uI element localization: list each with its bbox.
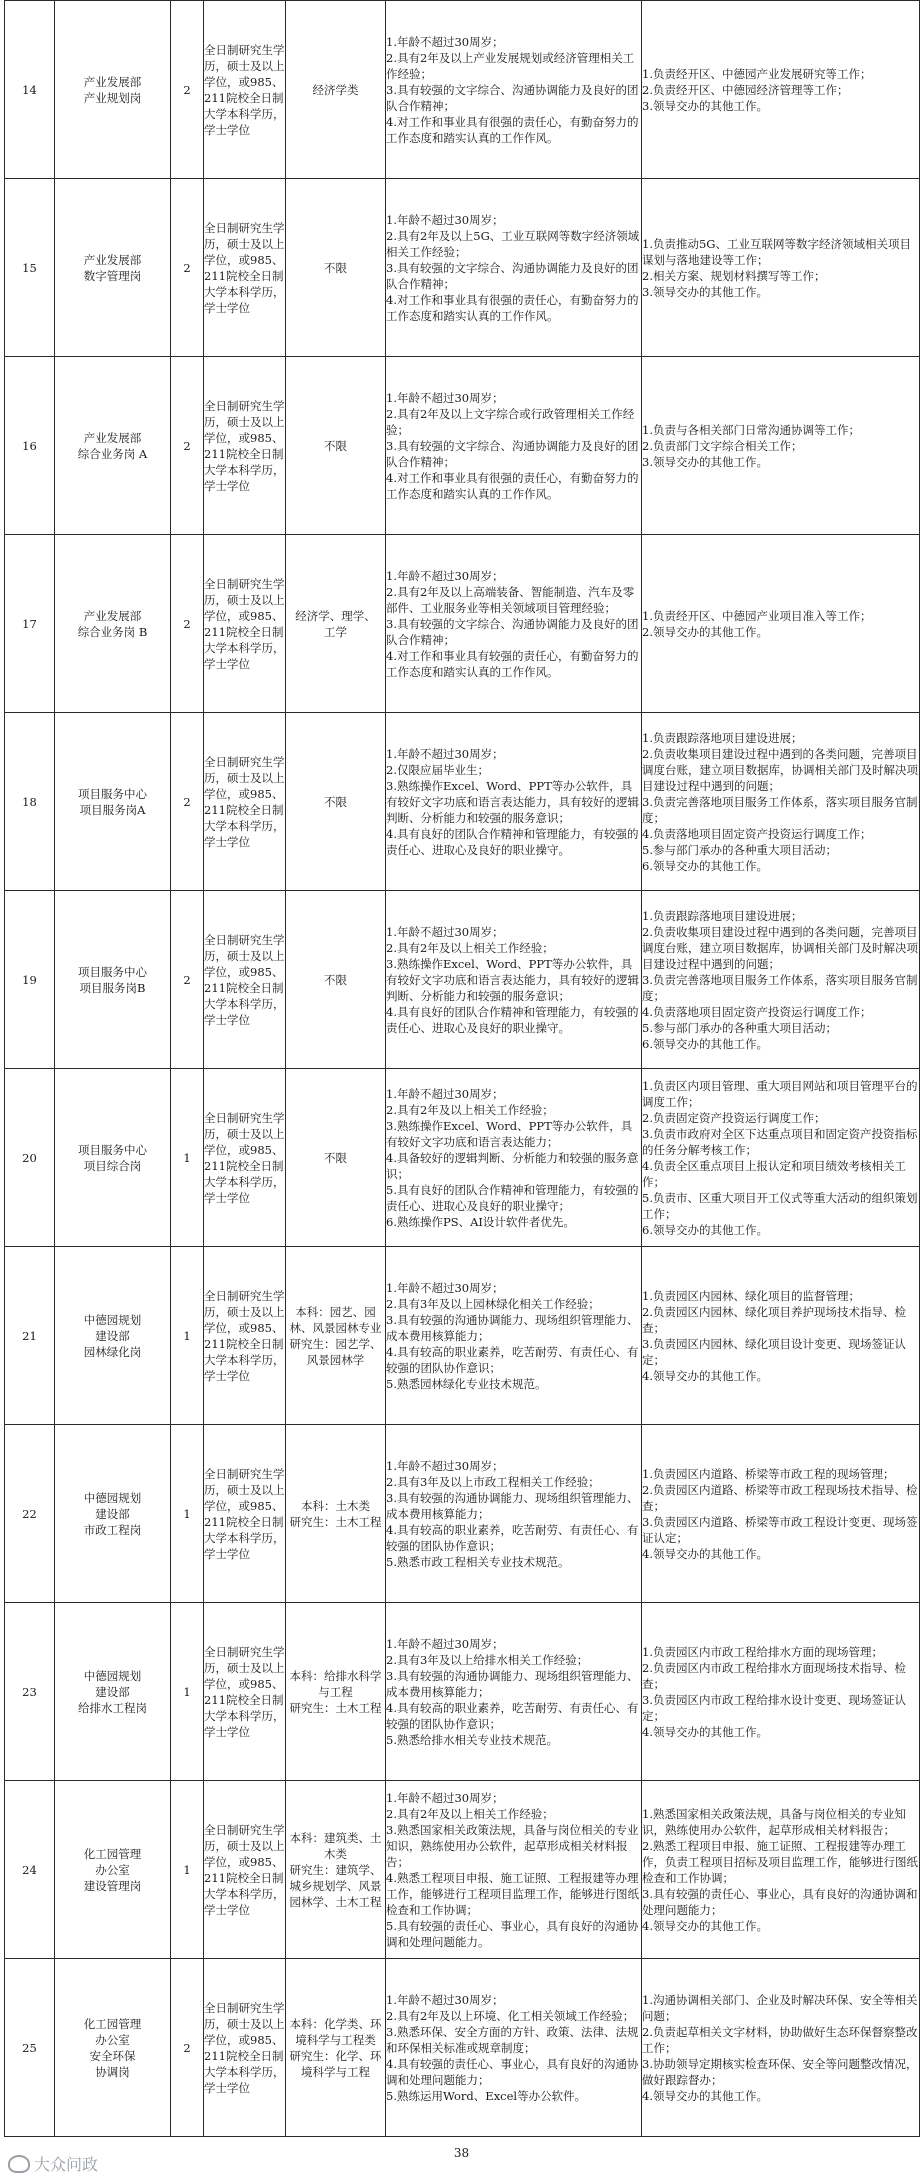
duty-item: 4.负责落地项目固定资产投资运行调度工作；: [642, 826, 872, 841]
duty-item: 4.领导交办的其他工作。: [642, 1546, 768, 1561]
education-text: 全日制研究生学历，硕士及以上学位，或985、211院校全日制大学本科学历，学士学位: [204, 2000, 285, 2095]
requirement-item: 1.年龄不超过30周岁；: [386, 34, 504, 49]
major-line: 不限: [324, 1150, 347, 1165]
table-row: [5, 713, 920, 891]
duty-item: 4.领导交办的其他工作。: [642, 2088, 768, 2103]
row-number-cell: 16: [5, 357, 55, 535]
job-table: [4, 0, 920, 2137]
duty-item: 1.负责跟踪落地项目建设进展；: [642, 908, 803, 923]
duty-item: 4.负责全区重点项目上报认定和项目绩效考核相关工作；: [642, 1158, 906, 1189]
requirement-item: 5.熟练运用Word、Excel等办公软件。: [386, 2088, 587, 2103]
row-number-cell: 21: [5, 1247, 55, 1425]
duty-item: 6.领导交办的其他工作。: [642, 1222, 768, 1237]
education-cell: [204, 1425, 286, 1603]
requirement-item: 3.具有较强的沟通协调能力、现场组织管理能力、成本费用核算能力；: [386, 1668, 639, 1699]
education-cell: [204, 1069, 286, 1247]
duties-cell: [642, 713, 920, 891]
education-cell: [204, 535, 286, 713]
duty-item: 3.负责完善落地项目服务工作体系，落实项目服务官制度；: [642, 794, 918, 825]
duty-item: 1.沟通协调相关部门、企业及时解决环保、安全等相关问题；: [642, 1992, 918, 2023]
requirement-item: 4.具有较强的责任心、事业心，具有良好的沟通协调和处理问题能力；: [386, 2056, 639, 2087]
duty-item: 2.负责收集项目建设过程中遇到的各类问题，完善项目调度台账，建立项目数据库，协调相关部门及时解决项目建设过程中遇到的问题；: [642, 924, 918, 971]
position-line: 安全环保: [89, 2048, 136, 2063]
position-cell: [55, 891, 171, 1069]
duties-cell: [642, 1, 920, 179]
table-row: [5, 1781, 920, 1959]
education-text: 全日制研究生学历，硕士及以上学位，或985、211院校全日制大学本科学历，学士学位: [204, 932, 285, 1027]
duty-item: 1.负责区内项目管理、重大项目网站和项目管理平台的调度工作；: [642, 1078, 918, 1109]
duties-cell: [642, 1425, 920, 1603]
row-number-cell: 18: [5, 713, 55, 891]
position-line: 办公室: [95, 2032, 130, 2047]
duty-item: 3.负责市政府对全区下达重点项目和固定资产投资指标的任务分解考核工作；: [642, 1126, 918, 1157]
watermark-text: 大众问政: [34, 2155, 99, 2174]
requirement-item: 1.年龄不超过30周岁；: [386, 1280, 504, 1295]
position-cell: [55, 1959, 171, 2137]
position-line: 产业发展部: [83, 608, 142, 623]
requirement-item: 2.具有2年及以上文字综合或行政管理相关工作经验；: [386, 406, 635, 437]
requirement-item: 5.熟悉园林绿化专业技术规范。: [386, 1376, 547, 1391]
requirement-item: 1.年龄不超过30周岁；: [386, 1458, 504, 1473]
position-line: 建设部: [95, 1684, 130, 1699]
requirements-cell: [386, 1425, 642, 1603]
duties-cell: [642, 1959, 920, 2137]
duties-cell: [642, 1603, 920, 1781]
duties-cell: [642, 891, 920, 1069]
requirement-item: 1.年龄不超过30周岁；: [386, 1086, 504, 1101]
requirement-item: 2.具有2年及以上相关工作经验；: [386, 1806, 554, 1821]
headcount-cell: 1: [171, 1425, 204, 1603]
position-line: 建设部: [95, 1328, 130, 1343]
major-line: 本科：化学类、环境科学与工程类: [289, 2016, 382, 2047]
requirement-item: 1.年龄不超过30周岁；: [386, 1992, 504, 2007]
education-cell: [204, 891, 286, 1069]
requirements-cell: [386, 179, 642, 357]
major-cell: [286, 1069, 386, 1247]
headcount-cell: 2: [171, 357, 204, 535]
education-cell: [204, 1781, 286, 1959]
requirements-cell: [386, 535, 642, 713]
position-line: 中德园规划: [83, 1668, 142, 1683]
duty-item: 1.熟悉国家相关政策法规，具备与岗位相关的专业知识，熟练使用办公软件，起草形成相关材料报告；: [642, 1806, 906, 1837]
headcount-cell: 1: [171, 1247, 204, 1425]
position-line: 项目服务岗A: [79, 802, 146, 817]
row-number-cell: 22: [5, 1425, 55, 1603]
education-text: 全日制研究生学历，硕士及以上学位，或985、211院校全日制大学本科学历，学士学位: [204, 1110, 285, 1205]
major-line: 研究生：化学、环境科学与工程: [289, 2048, 382, 2079]
requirements-cell: [386, 713, 642, 891]
major-cell: [286, 1247, 386, 1425]
requirement-item: 3.具有较强的沟通协调能力、现场组织管理能力、成本费用核算能力；: [386, 1490, 639, 1521]
requirement-item: 3.具有较强的文字综合、沟通协调能力及良好的团队合作精神；: [386, 260, 639, 291]
requirement-item: 4.熟悉工程项目申报、施工证照、工程报建等办理工作，能够进行工程项目监理工作，能够进行图纸检查和工作协调；: [386, 1870, 639, 1917]
position-cell: [55, 179, 171, 357]
position-line: 数字管理岗: [83, 268, 142, 283]
duty-item: 2.负责经开区、中德园经济管理等工作；: [642, 82, 849, 97]
requirement-item: 4.具有较高的职业素养，吃苦耐劳、有责任心、有较强的团队协作意识；: [386, 1522, 639, 1553]
position-line: 给排水工程岗: [78, 1700, 147, 1715]
requirements-cell: [386, 357, 642, 535]
requirement-item: 5.具有良好的团队合作精神和管理能力，有较强的责任心、进取心及良好的职业操守；: [386, 1182, 639, 1213]
duty-item: 3.领导交办的其他工作。: [642, 454, 768, 469]
requirement-item: 2.具有2年及以上环境、化工相关领域工作经验；: [386, 2008, 635, 2023]
requirement-item: 4.对工作和事业具有很强的责任心，有勤奋努力的工作态度和踏实认真的工作作风。: [386, 470, 639, 501]
duty-item: 4.负责落地项目固定资产投资运行调度工作；: [642, 1004, 872, 1019]
duty-item: 6.领导交办的其他工作。: [642, 858, 768, 873]
table-row: [5, 357, 920, 535]
major-cell: [286, 1425, 386, 1603]
headcount-cell: 2: [171, 1959, 204, 2137]
major-cell: [286, 1603, 386, 1781]
duty-item: 2.负责起草相关文字材料，协助做好生态环保督察整改工作；: [642, 2024, 918, 2055]
duty-item: 1.负责推动5G、工业互联网等数字经济领域相关项目谋划与落地建设等工作；: [642, 236, 911, 267]
duty-item: 1.负责园区内道路、桥梁等市政工程的现场管理；: [642, 1466, 895, 1481]
major-line: 不限: [324, 794, 347, 809]
major-line: 经济学类: [312, 82, 359, 97]
position-line: 市政工程岗: [83, 1522, 142, 1537]
table-body: [5, 1, 920, 2137]
education-text: 全日制研究生学历，硕士及以上学位，或985、211院校全日制大学本科学历，学士学位: [204, 1644, 285, 1739]
duties-cell: [642, 1781, 920, 1959]
requirement-item: 1.年龄不超过30周岁；: [386, 746, 504, 761]
major-cell: [286, 357, 386, 535]
position-line: 产业规划岗: [83, 90, 142, 105]
position-cell: [55, 713, 171, 891]
position-cell: [55, 1247, 171, 1425]
major-cell: [286, 713, 386, 891]
duty-item: 1.负责经开区、中德园产业项目准入等工作；: [642, 608, 872, 623]
duty-item: 2.负责园区内市政工程给排水方面现场技术指导、检查；: [642, 1660, 906, 1691]
row-number-cell: 20: [5, 1069, 55, 1247]
row-number-cell: 17: [5, 535, 55, 713]
table-row: [5, 179, 920, 357]
requirement-item: 4.具有较高的职业素养，吃苦耐劳、有责任心、有较强的团队协作意识；: [386, 1344, 639, 1375]
requirement-item: 2.具有3年及以上市政工程相关工作经验；: [386, 1474, 600, 1489]
requirement-item: 3.熟练操作Excel、Word、PPT等办公软件，具有较好文字功底和语言表达能力，具有较好的逻辑判断、分析能力和较强的服务意识；: [386, 956, 639, 1003]
requirement-item: 6.熟练操作PS、AI设计软件者优先。: [386, 1214, 575, 1229]
education-text: 全日制研究生学历，硕士及以上学位，或985、211院校全日制大学本科学历，学士学位: [204, 398, 285, 493]
major-line: 研究生：土木工程: [289, 1700, 382, 1715]
major-line: 本科：给排水科学与工程: [289, 1668, 382, 1699]
requirement-item: 1.年龄不超过30周岁；: [386, 1636, 504, 1651]
position-line: 化工园管理: [83, 2016, 142, 2031]
watermark: [8, 2152, 98, 2175]
headcount-cell: 2: [171, 535, 204, 713]
requirement-item: 1.年龄不超过30周岁；: [386, 390, 504, 405]
duty-item: 2.熟悉工程项目申报、施工证照、工程报建等办理工作，负责工程项目招标及项目监理工作，能够进行图纸检查和工作协调；: [642, 1838, 918, 1885]
position-line: 办公室: [95, 1862, 130, 1877]
position-line: 中德园规划: [83, 1312, 142, 1327]
requirement-item: 3.熟练操作Excel、Word、PPT等办公软件，具有较好文字功底和语言表达能力；: [386, 1118, 633, 1149]
row-number-cell: 23: [5, 1603, 55, 1781]
requirement-item: 3.熟悉环保、安全方面的方针、政策、法律、法规和环保相关标准或规章制度；: [386, 2024, 639, 2055]
row-number-cell: 19: [5, 891, 55, 1069]
headcount-cell: 2: [171, 713, 204, 891]
requirement-item: 5.具有较强的责任心、事业心，具有良好的沟通协调和处理问题能力。: [386, 1918, 639, 1949]
requirement-item: 2.具有2年及以上5G、工业互联网等数字经济领域相关工作经验；: [386, 228, 640, 259]
headcount-cell: 1: [171, 1603, 204, 1781]
requirement-item: 3.熟悉国家相关政策法规，具备与岗位相关的专业知识，熟练使用办公软件，起草形成相关材料报告；: [386, 1822, 639, 1869]
requirement-item: 4.具有良好的团队合作精神和管理能力，有较强的责任心、进取心及良好的职业操守。: [386, 826, 639, 857]
duty-item: 2.负责收集项目建设过程中遇到的各类问题，完善项目调度台账，建立项目数据库，协调相关部门及时解决项目建设过程中遇到的问题；: [642, 746, 918, 793]
table-row: [5, 1425, 920, 1603]
requirements-cell: [386, 891, 642, 1069]
position-cell: [55, 1781, 171, 1959]
education-cell: [204, 179, 286, 357]
row-number-cell: 14: [5, 1, 55, 179]
major-line: 不限: [324, 972, 347, 987]
requirements-cell: [386, 1069, 642, 1247]
education-cell: [204, 713, 286, 891]
requirement-item: 4.对工作和事业具有较强的责任心，有勤奋努力的工作态度和踏实认真的工作作风。: [386, 648, 639, 679]
requirement-item: 2.具有2年及以上相关工作经验；: [386, 1102, 554, 1117]
requirement-item: 5.熟悉给排水相关专业技术规范。: [386, 1732, 558, 1747]
major-line: 本科：建筑类、土木类: [289, 1830, 382, 1861]
position-line: 产业发展部: [83, 74, 142, 89]
position-line: 化工园管理: [83, 1846, 142, 1861]
education-text: 全日制研究生学历，硕士及以上学位，或985、211院校全日制大学本科学历，学士学位: [204, 754, 285, 849]
major-cell: [286, 535, 386, 713]
major-line: 本科：土木类: [301, 1498, 370, 1513]
duty-item: 4.领导交办的其他工作。: [642, 1724, 768, 1739]
major-line: 工学: [324, 624, 347, 639]
duty-item: 2.负责部门文字综合相关工作；: [642, 438, 803, 453]
position-line: 项目服务中心: [78, 786, 147, 801]
requirements-cell: [386, 1781, 642, 1959]
major-cell: [286, 1959, 386, 2137]
major-cell: [286, 1, 386, 179]
requirement-item: 4.具有良好的团队合作精神和管理能力，有较强的责任心、进取心及良好的职业操守。: [386, 1004, 639, 1035]
position-line: 园林绿化岗: [83, 1344, 142, 1359]
table-row: [5, 535, 920, 713]
duty-item: 6.领导交办的其他工作。: [642, 1036, 768, 1051]
requirement-item: 3.具有较强的文字综合、沟通协调能力及良好的团队合作精神；: [386, 438, 639, 469]
position-cell: [55, 1603, 171, 1781]
headcount-cell: 2: [171, 891, 204, 1069]
position-line: 项目综合岗: [83, 1158, 142, 1173]
position-line: 产业发展部: [83, 252, 142, 267]
major-line: 经济学、理学、: [295, 608, 376, 623]
duties-cell: [642, 1247, 920, 1425]
position-line: 建设管理岗: [83, 1878, 142, 1893]
requirement-item: 2.具有3年及以上园林绿化相关工作经验；: [386, 1296, 600, 1311]
table-row: [5, 1069, 920, 1247]
requirement-item: 3.具有较强的文字综合、沟通协调能力及良好的团队合作精神；: [386, 82, 639, 113]
major-line: 不限: [324, 260, 347, 275]
position-line: 产业发展部: [83, 430, 142, 445]
requirement-item: 1.年龄不超过30周岁；: [386, 212, 504, 227]
requirement-item: 3.具有较强的文字综合、沟通协调能力及良好的团队合作精神；: [386, 616, 639, 647]
position-line: 中德园规划: [83, 1490, 142, 1505]
major-line: 研究生：建筑学、城乡规划学、风景园林学、土木工程: [289, 1862, 382, 1909]
requirement-item: 1.年龄不超过30周岁；: [386, 568, 504, 583]
row-number-cell: 24: [5, 1781, 55, 1959]
requirement-item: 1.年龄不超过30周岁；: [386, 1790, 504, 1805]
duty-item: 3.负责园区内市政工程给排水设计变更、现场签证认定；: [642, 1692, 906, 1723]
duty-item: 3.协助领导定期核实检查环保、安全等问题整改情况，做好跟踪督办；: [642, 2056, 918, 2087]
duty-item: 1.负责园区内园林、绿化项目的监督管理；: [642, 1288, 860, 1303]
major-line: 本科：园艺、园林、风景园林专业: [289, 1304, 382, 1335]
requirements-cell: [386, 1603, 642, 1781]
duty-item: 3.具有较强的责任心、事业心，具有良好的沟通协调和处理问题能力；: [642, 1886, 918, 1917]
education-text: 全日制研究生学历，硕士及以上学位，或985、211院校全日制大学本科学历，学士学位: [204, 1822, 285, 1917]
requirement-item: 3.具有较强的沟通协调能力、现场组织管理能力、成本费用核算能力；: [386, 1312, 639, 1343]
duties-cell: [642, 179, 920, 357]
duties-cell: [642, 535, 920, 713]
headcount-cell: 1: [171, 1069, 204, 1247]
duties-cell: [642, 1069, 920, 1247]
position-line: 项目服务中心: [78, 964, 147, 979]
duty-item: 4.领导交办的其他工作。: [642, 1368, 768, 1383]
education-cell: [204, 1603, 286, 1781]
row-number-cell: 15: [5, 179, 55, 357]
requirement-item: 4.对工作和事业具有很强的责任心，有勤奋努力的工作态度和踏实认真的工作作风。: [386, 292, 639, 323]
duty-item: 1.负责与各相关部门日常沟通协调等工作；: [642, 422, 860, 437]
requirement-item: 4.具备较好的逻辑判断、分析能力和较强的服务意识；: [386, 1150, 639, 1181]
duty-item: 1.负责跟踪落地项目建设进展；: [642, 730, 803, 745]
position-line: 综合业务岗 A: [77, 446, 148, 461]
requirement-item: 2.具有2年及以上产业发展规划或经济管理相关工作经验；: [386, 50, 635, 81]
position-line: 项目服务中心: [78, 1142, 147, 1157]
requirement-item: 3.熟练操作Excel、Word、PPT等办公软件，具有较好文字功底和语言表达能力，具有较好的逻辑判断、分析能力和较强的服务意识；: [386, 778, 639, 825]
duty-item: 2.负责园区内园林、绿化项目养护现场技术指导、检查；: [642, 1304, 906, 1335]
major-line: 不限: [324, 438, 347, 453]
duty-item: 3.领导交办的其他工作。: [642, 284, 768, 299]
requirement-item: 5.熟悉市政工程相关专业技术规范。: [386, 1554, 570, 1569]
duty-item: 2.相关方案、规划材料撰写等工作；: [642, 268, 826, 283]
requirement-item: 2.具有2年及以上高端装备、智能制造、汽车及零部件、工业服务业等相关领域项目管理经验；: [386, 584, 635, 615]
duty-item: 1.负责园区内市政工程给排水方面的现场管理；: [642, 1644, 883, 1659]
position-line: 建设部: [95, 1506, 130, 1521]
position-cell: [55, 357, 171, 535]
duties-cell: [642, 357, 920, 535]
position-line: 项目服务岗B: [79, 980, 146, 995]
requirements-cell: [386, 1247, 642, 1425]
table-row: [5, 891, 920, 1069]
table-row: [5, 1, 920, 179]
position-cell: [55, 535, 171, 713]
major-cell: [286, 179, 386, 357]
position-line: 协调岗: [95, 2064, 130, 2079]
requirement-item: 2.具有3年及以上给排水相关工作经验；: [386, 1652, 589, 1667]
major-cell: [286, 1781, 386, 1959]
headcount-cell: 1: [171, 1781, 204, 1959]
requirement-item: 2.仅限应届毕业生；: [386, 762, 489, 777]
major-line: 研究生：土木工程: [289, 1514, 382, 1529]
duty-item: 3.负责园区内道路、桥梁等市政工程设计变更、现场签证认定；: [642, 1514, 918, 1545]
table-row: [5, 1603, 920, 1781]
major-line: 研究生：园艺学、风景园林学: [289, 1336, 382, 1367]
requirements-cell: [386, 1, 642, 179]
requirements-cell: [386, 1959, 642, 2137]
headcount-cell: 2: [171, 1, 204, 179]
watermark-logo-icon: [8, 2155, 30, 2173]
requirement-item: 4.对工作和事业具有很强的责任心，有勤奋努力的工作态度和踏实认真的工作作风。: [386, 114, 639, 145]
duty-item: 3.领导交办的其他工作。: [642, 98, 768, 113]
education-text: 全日制研究生学历，硕士及以上学位，或985、211院校全日制大学本科学历，学士学位: [204, 220, 285, 315]
duty-item: 2.领导交办的其他工作。: [642, 624, 768, 639]
position-cell: [55, 1069, 171, 1247]
education-cell: [204, 357, 286, 535]
table-row: [5, 1247, 920, 1425]
duty-item: 5.负责市、区重大项目开工仪式等重大活动的组织策划工作；: [642, 1190, 918, 1221]
education-cell: [204, 1, 286, 179]
table-row: [5, 1959, 920, 2137]
education-text: 全日制研究生学历，硕士及以上学位，或985、211院校全日制大学本科学历，学士学位: [204, 576, 285, 671]
duty-item: 3.负责园区内园林、绿化项目设计变更、现场签证认定；: [642, 1336, 906, 1367]
row-number-cell: 25: [5, 1959, 55, 2137]
duty-item: 5.参与部门承办的各种重大项目活动；: [642, 1020, 837, 1035]
page-number: 38: [453, 2146, 470, 2160]
education-cell: [204, 1247, 286, 1425]
education-cell: [204, 1959, 286, 2137]
requirement-item: 2.具有2年及以上相关工作经验；: [386, 940, 554, 955]
headcount-cell: 2: [171, 179, 204, 357]
education-text: 全日制研究生学历，硕士及以上学位，或985、211院校全日制大学本科学历，学士学位: [204, 1288, 285, 1383]
position-cell: [55, 1425, 171, 1603]
education-text: 全日制研究生学历，硕士及以上学位，或985、211院校全日制大学本科学历，学士学位: [204, 1466, 285, 1561]
duty-item: 4.领导交办的其他工作。: [642, 1918, 768, 1933]
education-text: 全日制研究生学历，硕士及以上学位，或985、211院校全日制大学本科学历，学士学位: [204, 42, 285, 137]
requirement-item: 1.年龄不超过30周岁；: [386, 924, 504, 939]
duty-item: 2.负责园区内道路、桥梁等市政工程现场技术指导、检查；: [642, 1482, 918, 1513]
requirement-item: 4.具有较高的职业素养，吃苦耐劳、有责任心、有较强的团队协作意识；: [386, 1700, 639, 1731]
duty-item: 3.负责完善落地项目服务工作体系，落实项目服务官制度；: [642, 972, 918, 1003]
major-cell: [286, 891, 386, 1069]
duty-item: 1.负责经开区、中德园产业发展研究等工作；: [642, 66, 872, 81]
duty-item: 5.参与部门承办的各种重大项目活动；: [642, 842, 837, 857]
position-line: 综合业务岗 B: [77, 624, 148, 639]
position-cell: [55, 1, 171, 179]
duty-item: 2.负责固定资产投资运行调度工作；: [642, 1110, 826, 1125]
